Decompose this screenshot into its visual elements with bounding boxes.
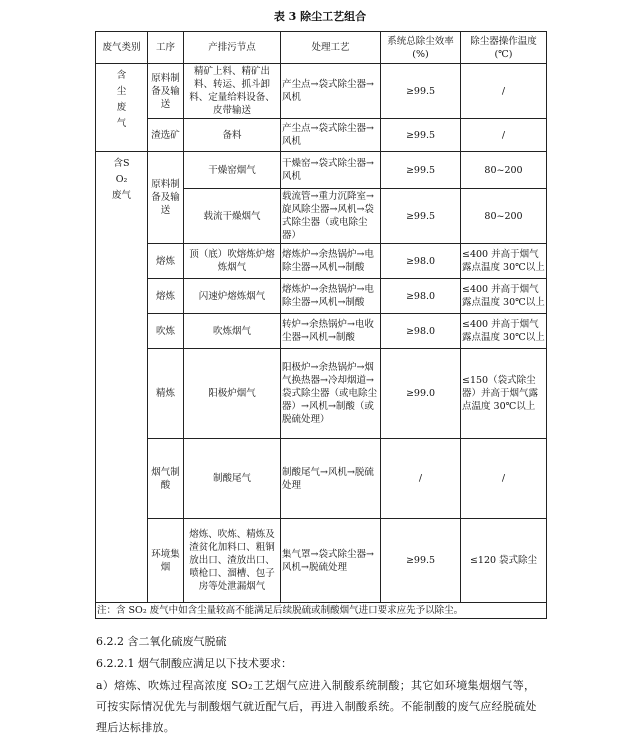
table-row bbox=[96, 152, 547, 189]
temperature-cell: ≤400 并高于烟气露点温度 30℃以上 bbox=[461, 279, 547, 314]
process-cell: 精炼 bbox=[148, 349, 184, 439]
node-cell: 闪速炉熔炼烟气 bbox=[184, 279, 281, 314]
table-row bbox=[96, 519, 547, 603]
process-cell: 熔炼 bbox=[148, 244, 184, 279]
table-note: 注：含 SO₂ 废气中如含尘量较高不能满足后续脱硫或制酸烟气进口要求应先予以除尘。 bbox=[96, 603, 547, 619]
table-header-row bbox=[96, 32, 547, 64]
table-row bbox=[96, 119, 547, 152]
efficiency-cell: ≥99.5 bbox=[381, 119, 461, 152]
temperature-cell: ≤150（袋式除尘器）并高于烟气露点温度 30℃以上 bbox=[461, 349, 547, 439]
table-row bbox=[96, 279, 547, 314]
temperature-cell: / bbox=[461, 439, 547, 519]
treatment-cell: 转炉→余热锅炉→电收尘器→风机→制酸 bbox=[281, 314, 381, 349]
process-cell: 原料制备及输送 bbox=[148, 152, 184, 244]
treatment-cell: 集气罩→袋式除尘器→风机→脱硫处理 bbox=[281, 519, 381, 603]
header-temperature: 除尘器操作温度(℃) bbox=[461, 32, 547, 64]
node-cell: 制酸尾气 bbox=[184, 439, 281, 519]
efficiency-cell: ≥99.5 bbox=[381, 519, 461, 603]
efficiency-cell: ≥98.0 bbox=[381, 279, 461, 314]
node-cell: 吹炼烟气 bbox=[184, 314, 281, 349]
treatment-cell: 干燥窑→袋式除尘器→风机 bbox=[281, 152, 381, 189]
node-cell: 干燥窑烟气 bbox=[184, 152, 281, 189]
treatment-cell: 制酸尾气→风机→脱硫处理 bbox=[281, 439, 381, 519]
table-row bbox=[96, 64, 547, 119]
temperature-cell: / bbox=[461, 64, 547, 119]
process-cell: 烟气制酸 bbox=[148, 439, 184, 519]
temperature-cell: ≤400 并高于烟气露点温度 30℃以上 bbox=[461, 314, 547, 349]
temperature-cell: / bbox=[461, 119, 547, 152]
efficiency-cell: ≥99.0 bbox=[381, 349, 461, 439]
dust-removal-table bbox=[95, 31, 547, 619]
header-efficiency: 系统总除尘效率(%) bbox=[381, 32, 461, 64]
treatment-cell: 载流管→重力沉降室→旋风除尘器→风机→袋式除尘器（或电除尘器） bbox=[281, 189, 381, 244]
efficiency-cell: ≥99.5 bbox=[381, 189, 461, 244]
table-caption: 表 3 除尘工艺组合 bbox=[273, 10, 367, 23]
node-cell: 顶（底）吹熔炼炉熔炼烟气 bbox=[184, 244, 281, 279]
table-row bbox=[96, 439, 547, 519]
header-treatment: 处理工艺 bbox=[281, 32, 381, 64]
table-row bbox=[96, 244, 547, 279]
process-cell: 吹炼 bbox=[148, 314, 184, 349]
node-cell: 熔炼、吹炼、精炼及渣贫化加料口、粗铜放出口、渣放出口、喷枪口、溜槽、包子房等处泄漏烟气 bbox=[184, 519, 281, 603]
header-node: 产排污节点 bbox=[184, 32, 281, 64]
node-cell: 载流干燥烟气 bbox=[184, 189, 281, 244]
body-paragraph: a）熔炼、吹炼过程高浓度 SO₂工艺烟气应进入制酸系统制酸；其它如环境集烟烟气等，可按实际情况优先与制酸烟气就近配气后，再进入制酸系统。不能制酸的废气应经脱硫处理后达标排放。 bbox=[96, 679, 537, 734]
table-row bbox=[96, 349, 547, 439]
treatment-cell: 阳极炉→余热锅炉→烟气换热器→冷却烟道→袋式除尘器（或电除尘器）→风机→制酸（或脱硫处理） bbox=[281, 349, 381, 439]
node-cell: 阳极炉烟气 bbox=[184, 349, 281, 439]
efficiency-cell: ≥98.0 bbox=[381, 314, 461, 349]
treatment-cell: 熔炼炉→余热锅炉→电除尘器→风机→制酸 bbox=[281, 244, 381, 279]
category-cell: 含SO₂废气 bbox=[96, 152, 148, 603]
efficiency-cell: / bbox=[381, 439, 461, 519]
process-cell: 熔炼 bbox=[148, 279, 184, 314]
header-category: 废气类别 bbox=[96, 32, 148, 64]
category-cell: 含尘废气 bbox=[96, 64, 148, 152]
temperature-cell: 80~200 bbox=[461, 152, 547, 189]
temperature-cell: ≤400 并高于烟气露点温度 30℃以上 bbox=[461, 244, 547, 279]
node-cell: 精矿上料、精矿出料、转运、抓斗卸料、定量给料设备、皮带输送 bbox=[184, 64, 281, 119]
treatment-cell: 产尘点→袋式除尘器→风机 bbox=[281, 119, 381, 152]
efficiency-cell: ≥98.0 bbox=[381, 244, 461, 279]
header-process: 工序 bbox=[148, 32, 184, 64]
treatment-cell: 熔炼炉→余热锅炉→电除尘器→风机→制酸 bbox=[281, 279, 381, 314]
node-cell: 备料 bbox=[184, 119, 281, 152]
process-cell: 原料制备及输送 bbox=[148, 64, 184, 119]
process-cell: 渣选矿 bbox=[148, 119, 184, 152]
subsection-heading: 6.2.2.1 烟气制酸应满足以下技术要求： bbox=[96, 657, 292, 670]
table-note-row bbox=[96, 603, 547, 619]
temperature-cell: ≤120 袋式除尘 bbox=[461, 519, 547, 603]
treatment-cell: 产尘点→袋式除尘器→风机 bbox=[281, 64, 381, 119]
efficiency-cell: ≥99.5 bbox=[381, 152, 461, 189]
table-row bbox=[96, 314, 547, 349]
temperature-cell: 80~200 bbox=[461, 189, 547, 244]
process-cell: 环境集烟 bbox=[148, 519, 184, 603]
section-heading: 6.2.2 含二氧化硫废气脱硫 bbox=[96, 635, 227, 648]
efficiency-cell: ≥99.5 bbox=[381, 64, 461, 119]
